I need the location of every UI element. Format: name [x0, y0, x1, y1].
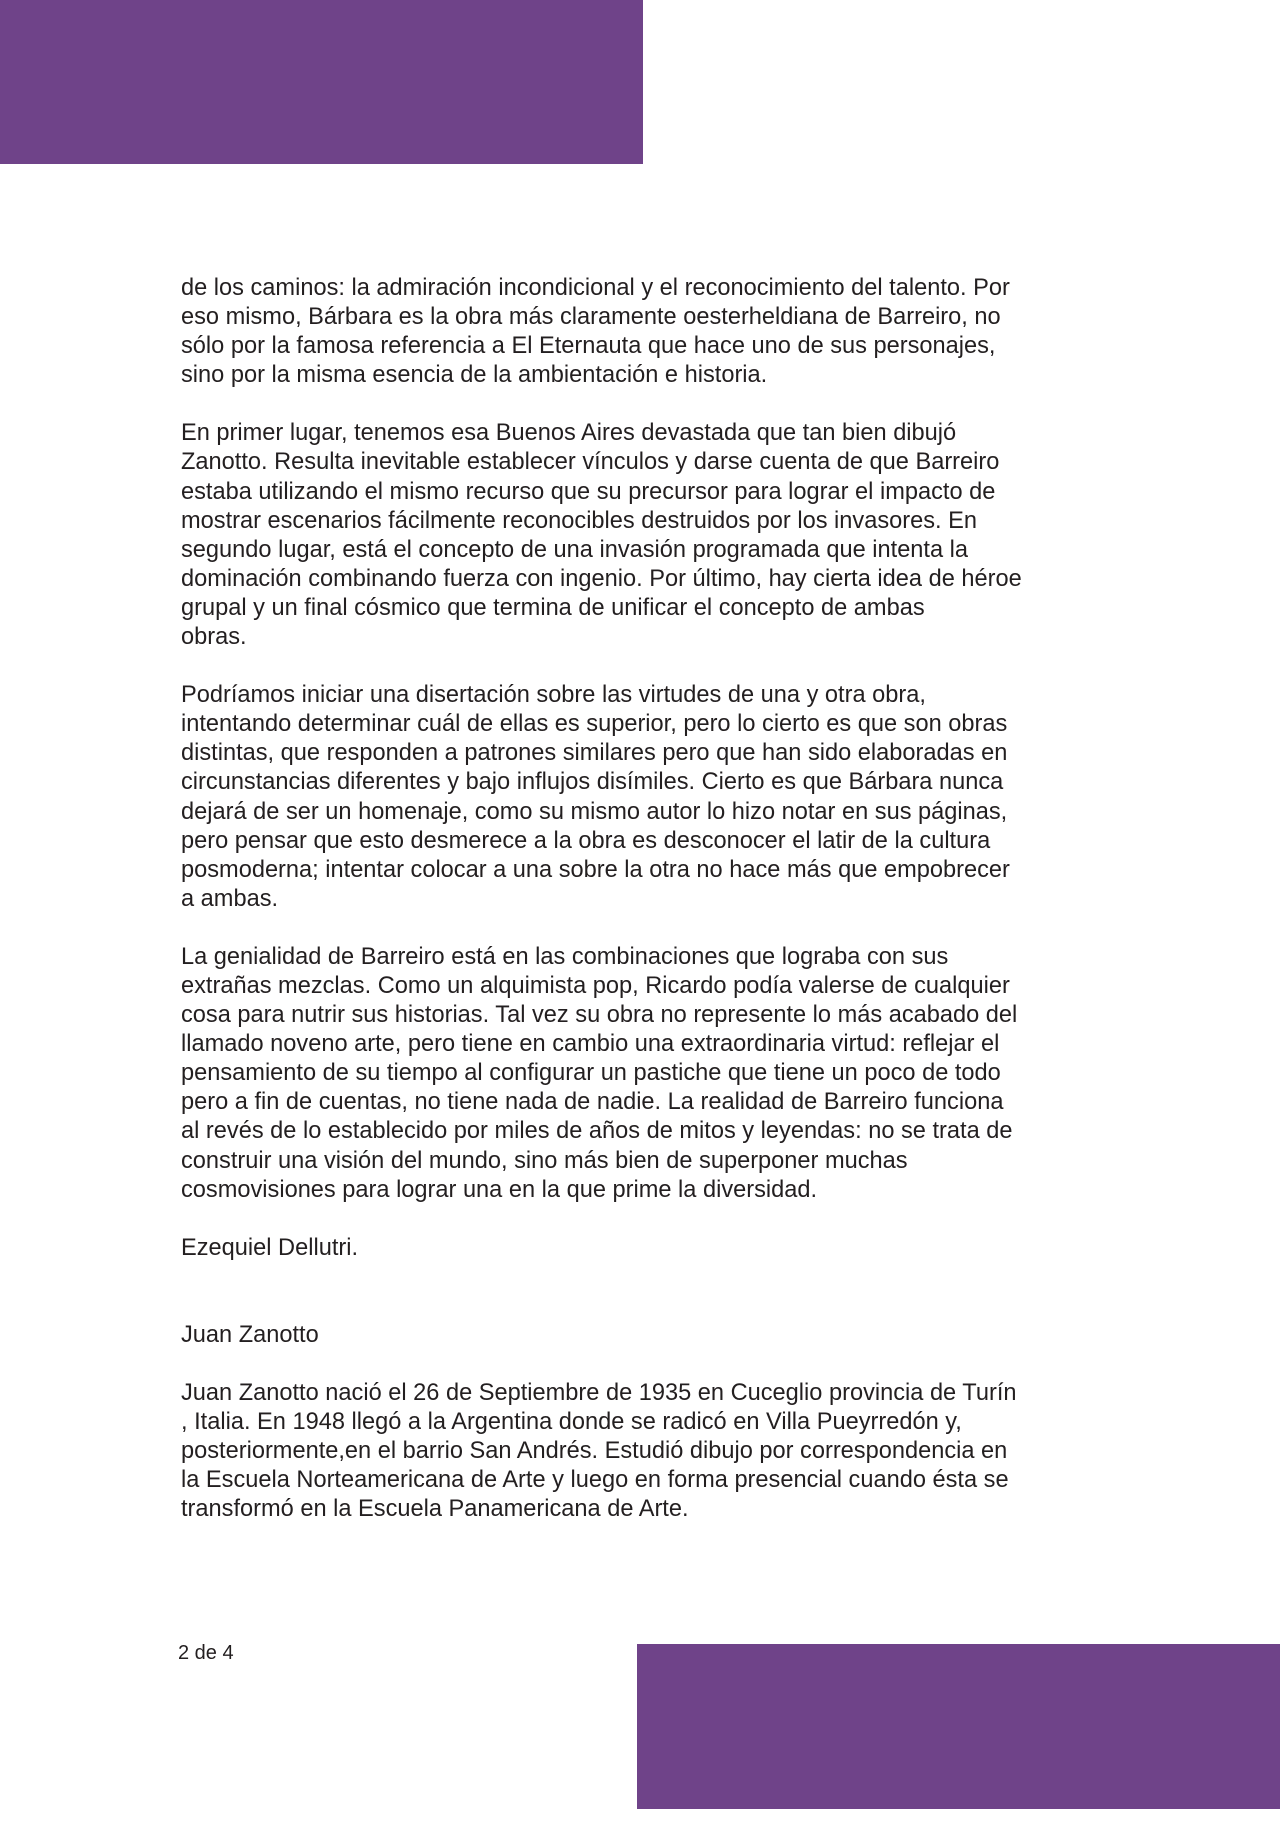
text-line: dominación combinando fuerza con ingenio. Por último, hay cierta idea de héroe	[181, 565, 1022, 592]
text-line: segundo lugar, está el concepto de una invasión programada que intenta la	[181, 536, 969, 563]
text-line: posteriormente,en el barrio San Andrés. Estudió dibujo por correspondencia en	[181, 1438, 1008, 1465]
text-line: intentando determinar cuál de ellas es superior, pero lo cierto es que son obras	[181, 711, 1008, 738]
paragraph-1	[181, 274, 1101, 390]
text-line: llamado noveno arte, pero tiene en cambio una extraordinaria virtud: reflejar el	[181, 1031, 1000, 1058]
text-line: En primer lugar, tenemos esa Buenos Aires devastada que tan bien dibujó	[181, 420, 957, 447]
section-paragraph	[181, 1379, 1101, 1524]
text-line: obras.	[181, 624, 247, 651]
text-line: sino por la misma esencia de la ambientación e historia.	[181, 362, 768, 389]
text-line: posmoderna; intentar colocar a una sobre la otra no hace más que empobrecer	[181, 856, 1010, 883]
text-line: circunstancias diferentes y bajo influjos disímiles. Cierto es que Bárbara nunca	[181, 769, 1004, 796]
text-line: sólo por la famosa referencia a El Eternauta que hace uno de sus personajes,	[181, 333, 996, 360]
header-accent-bar	[0, 0, 643, 164]
document-body	[181, 274, 1101, 1553]
paragraph-4	[181, 943, 1101, 1205]
section-title: Juan Zanotto	[181, 1321, 319, 1348]
text-line: al revés de lo establecido por miles de años de mitos y leyendas: no se trata de	[181, 1118, 1013, 1145]
text-line: construir una visión del mundo, sino más bien de superponer muchas	[181, 1147, 908, 1174]
text-line: cosmovisiones para lograr una en la que prime la diversidad.	[181, 1176, 818, 1203]
text-line: extrañas mezclas. Como un alquimista pop, Ricardo podía valerse de cualquier	[181, 972, 1010, 999]
text-line: la Escuela Norteamericana de Arte y luego en forma presencial cuando ésta se	[181, 1467, 1009, 1494]
text-line: grupal y un final cósmico que termina de unificar el concepto de ambas	[181, 594, 925, 621]
text-line: mostrar escenarios fácilmente reconocibles destruidos por los invasores. En	[181, 507, 978, 534]
text-line: Juan Zanotto nació el 26 de Septiembre de 1935 en Cuceglio provincia de Turín	[181, 1379, 1017, 1406]
text-line: pero a fin de cuentas, no tiene nada de nadie. La realidad de Barreiro funciona	[181, 1089, 1004, 1116]
text-line: pensamiento de su tiempo al configurar un pastiche que tiene un poco de todo	[181, 1060, 1001, 1087]
page-number: 2 de 4	[178, 1642, 234, 1664]
text-line: estaba utilizando el mismo recurso que su precursor para lograr el impacto de	[181, 478, 996, 505]
text-line: distintas, que responden a patrones similares pero que han sido elaboradas en	[181, 740, 1008, 767]
text-line: de los caminos: la admiración incondicional y el reconocimiento del talento. Por	[181, 275, 1010, 301]
author-signature: Ezequiel Dellutri.	[181, 1234, 359, 1261]
text-line: cosa para nutrir sus historias. Tal vez su obra no represente lo más acabado del	[181, 1002, 1018, 1029]
text-line: dejará de ser un homenaje, como su mismo autor lo hizo notar en sus páginas,	[181, 798, 1008, 825]
paragraph-2	[181, 419, 1101, 652]
text-line: , Italia. En 1948 llegó a la Argentina donde se radicó en Villa Pueyrredón y,	[181, 1409, 962, 1435]
footer-accent-bar	[637, 1644, 1280, 1809]
text-line: Podríamos iniciar una disertación sobre las virtudes de una y otra obra,	[181, 682, 926, 709]
text-line: a ambas.	[181, 885, 279, 912]
text-line: La genialidad de Barreiro está en las combinaciones que lograba con sus	[181, 943, 949, 970]
text-line: eso mismo, Bárbara es la obra más claramente oesterheldiana de Barreiro, no	[181, 304, 1001, 331]
text-line: transformó en la Escuela Panamericana de Arte.	[181, 1496, 689, 1523]
text-line: pero pensar que esto desmerece a la obra es desconocer el latir de la cultura	[181, 827, 991, 854]
text-line: Zanotto. Resulta inevitable establecer vínculos y darse cuenta de que Barreiro	[181, 449, 1000, 476]
paragraph-3	[181, 681, 1101, 914]
